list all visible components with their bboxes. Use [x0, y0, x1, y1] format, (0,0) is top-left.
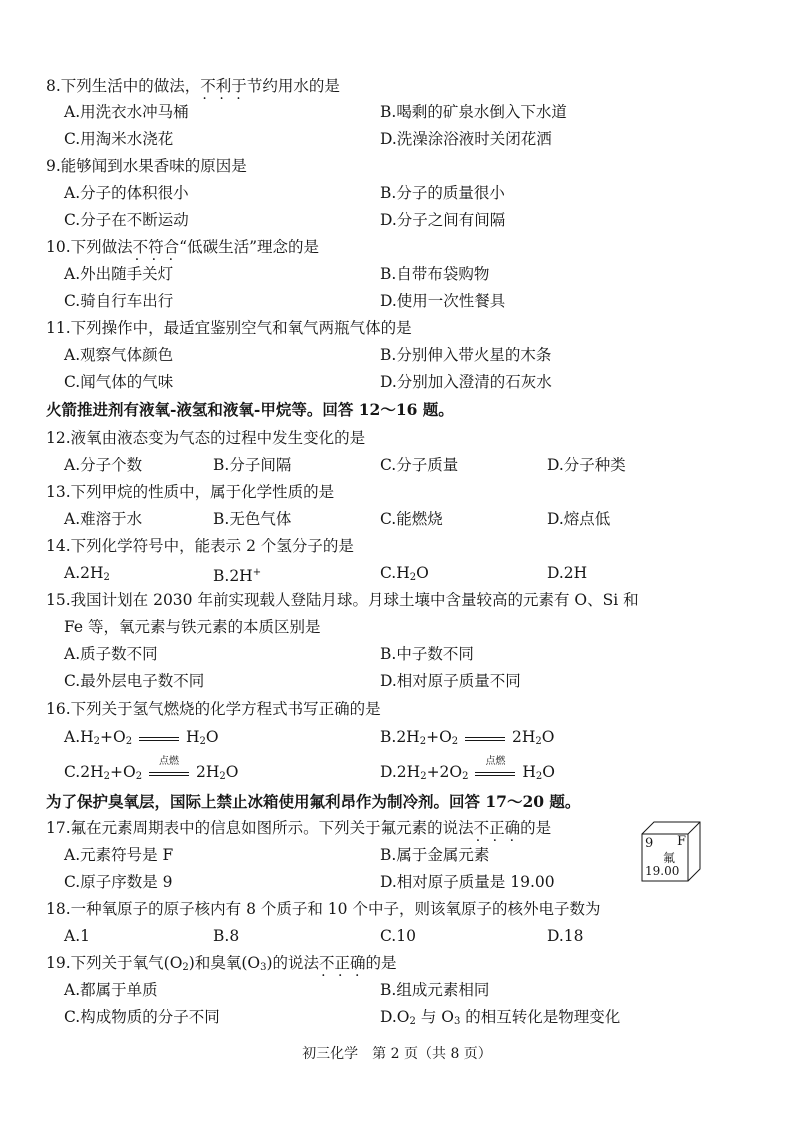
condition-label: 点燃 [485, 756, 506, 767]
question-13-stem: 13.下列甲烷的性质中，属于化学性质的是 [46, 483, 335, 501]
q18-option-a: A.1 [64, 927, 90, 945]
question-10-stem [46, 237, 319, 257]
q10-option-b: B.自带布袋购物 [380, 265, 490, 283]
q18-option-c: C.10 [380, 927, 416, 945]
q12-option-a: A.分子个数 [64, 456, 143, 474]
q15-option-a: A.质子数不同 [64, 645, 158, 663]
question-11-stem: 11.下列操作中，最适宜鉴别空气和氧气两瓶气体的是 [46, 319, 412, 337]
question-18-stem: 18.一种氧原子的原子核内有 8 个质子和 10 个中子，则该氧原子的核外电子数为 [46, 900, 601, 918]
question-8-stem [46, 76, 340, 96]
q19-option-a: A.都属于单质 [64, 981, 158, 999]
q11-option-b: B.分别伸入带火星的木条 [380, 346, 552, 364]
question-16-stem: 16.下列关于氢气燃烧的化学方程式书写正确的是 [46, 700, 381, 718]
q8-text: 8.下列生活中的做法， [46, 77, 201, 95]
q18-option-b: B.8 [213, 927, 240, 945]
q13-option-c: C.能燃烧 [380, 510, 443, 528]
q17-text: 17.氟在元素周期表中的信息如图所示。下列关于氟元素的说法 [46, 819, 474, 837]
q14-option-b: B.2H+ [213, 567, 262, 585]
q8-text-end: 节约用水的是 [246, 77, 340, 95]
q17-emphasis: 不正确 · · · [474, 819, 521, 837]
q16-option-b: $B.2H_2+O_2$ $2H_2O$ [380, 728, 555, 747]
condition-label: 点燃 [159, 756, 180, 767]
q15-option-d: D.相对原子质量不同 [380, 672, 521, 690]
q10-option-a: A.外出随手关灯 [64, 265, 174, 283]
page-footer: 初三化学 第 2 页（共 8 页） [302, 1046, 492, 1062]
q11-option-d: D.分别加入澄清的石灰水 [380, 373, 552, 391]
q10-option-d: D.使用一次性餐具 [380, 292, 506, 310]
q8-option-c: C.用淘米水浇花 [64, 130, 174, 148]
equation-arrow [137, 729, 181, 747]
q16-option-c: $C.2H_2+O_2$ 点燃 $2H_2O$ [64, 762, 238, 787]
q13-option-a: A.难溶于水 [64, 510, 143, 528]
q15-option-b: B.中子数不同 [380, 645, 474, 663]
q8-option-d: D.洗澡涂浴液时关闭花洒 [380, 130, 552, 148]
element-name: 氟 [663, 851, 676, 865]
q9-option-a: A.分子的体积很小 [64, 184, 189, 202]
equation-arrow [463, 729, 507, 747]
q18-option-d: D.18 [547, 927, 584, 945]
question-15-stem-line2: Fe 等，氧元素与铁元素的本质区别是 [64, 618, 321, 636]
question-17-stem [46, 818, 551, 838]
q19-option-b: B.组成元素相同 [380, 981, 490, 999]
q9-option-c: C.分子在不断运动 [64, 211, 189, 229]
atomic-mass: 19.00 [645, 864, 680, 878]
q12-option-d: D.分子种类 [547, 456, 626, 474]
question-12-stem: 12.液氧由液态变为气态的过程中发生变化的是 [46, 429, 366, 447]
q17-option-d: D.相对原子质量是 19.00 [380, 873, 555, 891]
q15-option-c: C.最外层电子数不同 [64, 672, 205, 690]
question-15-stem-line1: 15.我国计划在 2030 年前实现载人登陆月球。月球土壤中含量较高的元素有 O、Si 和 [46, 591, 639, 609]
q10-option-c: C.骑自行车出行 [64, 292, 174, 310]
q10-text: 10.下列做法 [46, 238, 133, 256]
question-14-stem: 14.下列化学符号中，能表示 2 个氢分子的是 [46, 537, 354, 555]
q8-option-b: B.喝剩的矿泉水倒入下水道 [380, 103, 567, 121]
q8-emphasis: 不利于 · · · [200, 77, 247, 95]
q17-option-b: B.属于金属元素 [380, 846, 490, 864]
q19-option-c: C.构成物质的分子不同 [64, 1008, 220, 1026]
q9-option-b: B.分子的质量很小 [380, 184, 505, 202]
question-9-stem: 9.能够闻到水果香味的原因是 [46, 157, 247, 175]
q16-option-d: $D.2H_2+2O_2$ 点燃 $H_2O$ [380, 762, 555, 787]
q13-option-d: D.熔点低 [547, 510, 611, 528]
q19-option-d: $D.O_2$ 与 $O_3$ 的相互转化是物理变化 [380, 1008, 621, 1027]
fluorine-element-card [641, 820, 701, 880]
q17-option-c: C.原子序数是 9 [64, 873, 173, 891]
q10-emphasis: 不符合 · · · [133, 238, 180, 256]
element-symbol: F [677, 834, 687, 849]
q12-option-b: B.分子间隔 [213, 456, 292, 474]
equation-arrow [147, 756, 191, 782]
q11-option-a: A.观察气体颜色 [64, 346, 174, 364]
q12-option-c: C.分子质量 [380, 456, 459, 474]
q13-option-b: B.无色气体 [213, 510, 292, 528]
question-19-stem: 19.下列关于氧气$(O_2)$和臭氧$(O_3)$的说法不正确 · · ·的是 [46, 953, 397, 978]
q11-option-c: C.闻气体的气味 [64, 373, 174, 391]
q17-option-a: A.元素符号是 F [64, 846, 174, 864]
atomic-number: 9 [645, 836, 654, 851]
passage-rocket-fuel: 火箭推进剂有液氧-液氢和液氧-甲烷等。回答 12～16 题。 [46, 400, 454, 419]
q19-emphasis: 不正确 · · · [319, 954, 366, 972]
q17-text-end: 的是 [520, 819, 552, 837]
q14-option-a: $A.2H_2$ [64, 564, 110, 583]
q10-text-end: “低碳生活”理念的是 [179, 238, 320, 256]
equation-arrow [473, 756, 517, 782]
q9-option-d: D.分子之间有间隔 [380, 211, 506, 229]
passage-ozone: 为了保护臭氧层，国际上禁止冰箱使用氟利昂作为制冷剂。回答 17～20 题。 [46, 792, 581, 811]
q16-option-a: $A.H_2+O_2$ $H_2O$ [64, 728, 219, 747]
q8-option-a: A.用洗衣水冲马桶 [64, 103, 189, 121]
q14-option-c: $C.H_2O$ [380, 564, 429, 583]
q14-option-d: D.2H [547, 564, 588, 582]
